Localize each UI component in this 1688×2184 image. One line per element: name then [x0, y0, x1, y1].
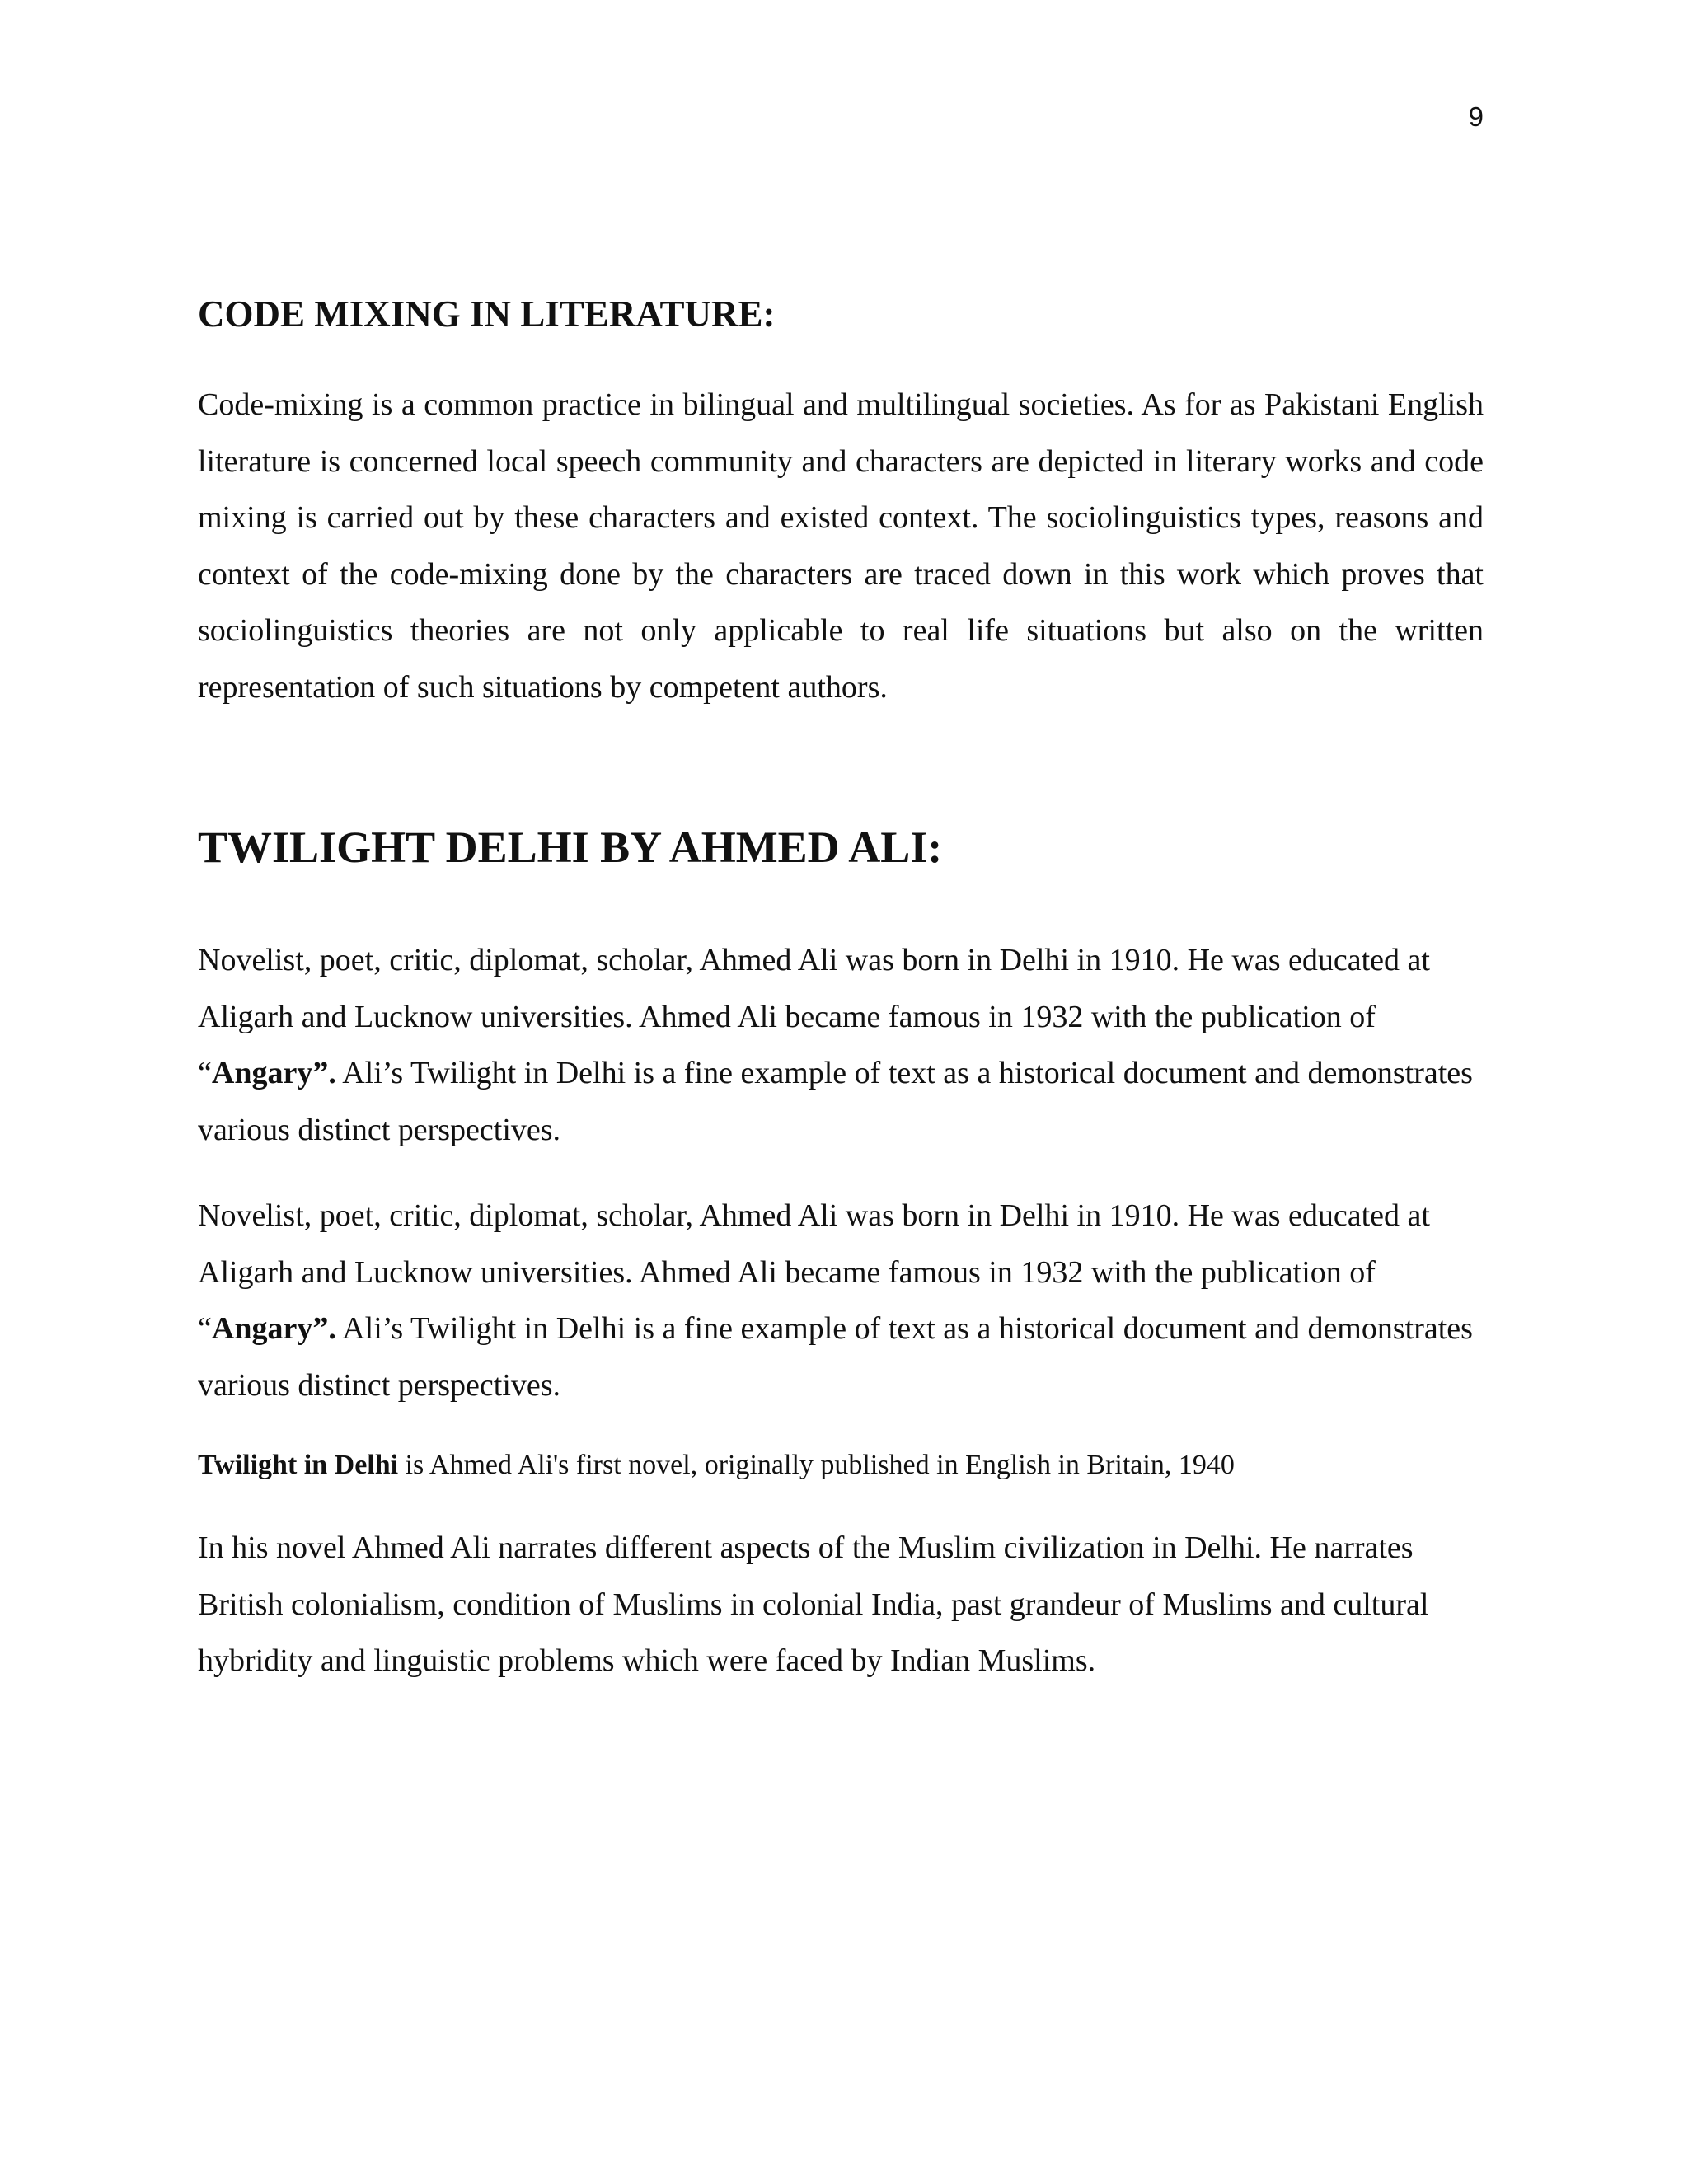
page-number: 9	[1468, 101, 1484, 132]
first-novel-text: is Ahmed Ali's first novel, originally published in English in Britain, 1940	[398, 1450, 1235, 1480]
bold-novel-title: Twilight in Delhi	[198, 1450, 399, 1480]
paragraph-novel-aspects: In his novel Ahmed Ali narrates different aspects of the Muslim civilization in Delhi. He narrates British colonialism, condition of Muslims in colonial India, past grandeur of Muslims and cultural hybridity and linguistic problems which were faced by Indian Muslims.	[198, 1530, 1429, 1678]
section-heading-twilight-delhi: TWILIGHT DELHI BY AHMED ALI:	[198, 823, 943, 872]
bio-text-intro: Novelist, poet, critic, diplomat, scholar, Ahmed Ali was born in Delhi in 1910. He was educated at Aligarh and Lucknow universities. Ahmed Ali became famous in 1932 with the publication of	[198, 943, 1430, 1034]
open-quote: “	[198, 1056, 212, 1090]
bold-book-title: Angary”.	[211, 1311, 336, 1346]
section-heading-code-mixing: CODE MIXING IN LITERATURE:	[198, 293, 776, 335]
paragraph-first-novel	[198, 1444, 1484, 1487]
bio-text-rest: Ali’s Twilight in Delhi is a fine example of text as a historical document and demonstrates various distinct perspectives.	[198, 1311, 1473, 1403]
paragraph-author-bio-1	[198, 932, 1484, 1158]
bio-text-rest: Ali’s Twilight in Delhi is a fine example of text as a historical document and demonstrates various distinct perspectives.	[198, 1056, 1473, 1147]
open-quote: “	[198, 1311, 212, 1346]
bold-book-title: Angary”.	[211, 1056, 336, 1090]
paragraph-author-bio-2	[198, 1188, 1484, 1413]
paragraph-code-mixing: Code-mixing is a common practice in bilingual and multilingual societies. As for as Pakistani English literature is concerned local speech community and characters are depicted in literary works and code mixing is carried out by these characters and existed context. The sociolinguistics types, reasons and context of the code-mixing done by the characters are traced down in this work which proves that sociolinguistics theories are not only applicable to real life situations but also on the written representation of such situations by competent authors.	[198, 387, 1484, 705]
bio-text-intro: Novelist, poet, critic, diplomat, scholar, Ahmed Ali was born in Delhi in 1910. He was educated at Aligarh and Lucknow universities. Ahmed Ali became famous in 1932 with the publication of	[198, 1198, 1430, 1290]
